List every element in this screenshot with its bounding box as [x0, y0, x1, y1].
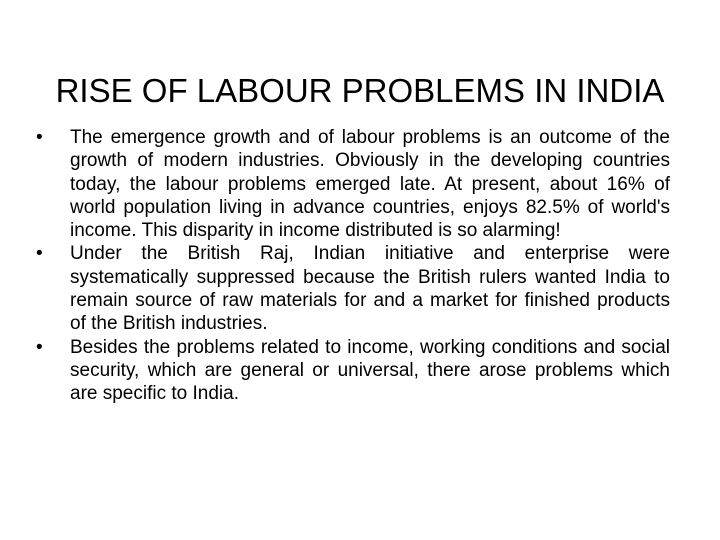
bullet-marker-icon: • — [36, 127, 43, 148]
bullet-marker-icon: • — [36, 336, 43, 358]
bullet-marker-icon: • — [36, 243, 43, 265]
bullet-text: The emergence growth and of labour problems is an outcome of the growth of modern industries. Obviously in the developing countries today, the labour problems emerged late. At present, about 16% of world population living in advance countries, enjoys 82.5% of world's income. This disparity in income distributed is so alarming! — [70, 127, 670, 242]
bullet-text: Besides the problems related to income, working conditions and social security, which are general or universal, there arose problems which are specific to India. — [70, 336, 670, 405]
bullet-item — [36, 242, 670, 335]
bullet-text: Under the British Raj, Indian initiative and enterprise were systematically suppressed because the British rulers wanted India to remain source of raw materials for and a market for finished products of the British industries. — [70, 243, 670, 335]
bullet-list — [36, 126, 670, 406]
bullet-item — [36, 336, 670, 406]
slide-title: RISE OF LABOUR PROBLEMS IN INDIA — [55, 72, 665, 110]
bullet-item — [36, 126, 670, 242]
